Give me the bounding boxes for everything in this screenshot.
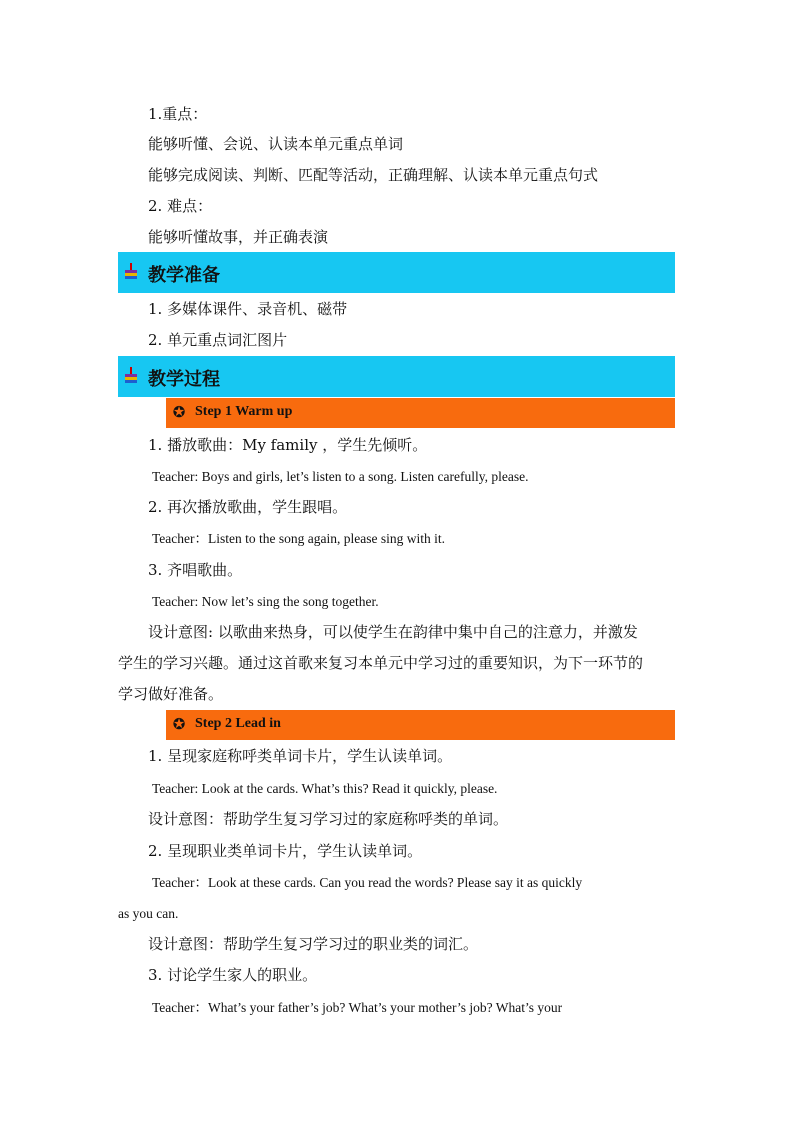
key-point-line: 能够完成阅读、判断、匹配等活动，正确理解、认读本单元重点句式 [148, 166, 599, 184]
step-title: Step 2 Lead in [195, 716, 281, 731]
book-stack-icon [124, 367, 138, 385]
section-bar-prep [118, 252, 675, 293]
teacher-line: Teacher: Look at the cards. What’s this? Read it quickly, please. [152, 781, 498, 796]
book-stack-icon [124, 263, 138, 281]
step-item: 3. 讨论学生家人的职业。 [148, 966, 318, 984]
step-item: 3. 齐唱歌曲。 [148, 561, 243, 579]
star-circle-icon: ✪ [172, 403, 186, 421]
teacher-line: Teacher: Boys and girls, let’s listen to a song. Listen carefully, please. [152, 469, 529, 484]
step-bar-1 [166, 398, 675, 428]
difficulty-heading: 2. 难点： [148, 197, 213, 215]
teacher-line: Teacher：Look at these cards. Can you read the words? Please say it as quickly [152, 875, 583, 890]
teacher-line: Teacher：Listen to the song again, please sing with it. [152, 531, 445, 546]
key-points-heading: 1.重点： [148, 105, 208, 123]
step-item: 2. 再次播放歌曲，学生跟唱。 [148, 498, 348, 516]
star-circle-icon: ✪ [172, 715, 186, 733]
design-intent: 设计意图: 以歌曲来热身，可以使学生在韵律中集中自己的注意力，并激发 [148, 623, 638, 641]
section-title: 教学准备 [148, 265, 220, 286]
list-item: 2. 单元重点词汇图片 [148, 331, 288, 349]
teacher-line-cont: as you can. [118, 906, 179, 921]
section-bar-process [118, 356, 675, 397]
design-intent: 设计意图：帮助学生复习学习过的家庭称呼类的单词。 [148, 810, 509, 828]
step-bar-2 [166, 710, 675, 740]
step-item: 1. 播放歌曲：My family ，学生先倾听。 [148, 436, 428, 454]
key-point-line: 能够听懂、会说、认读本单元重点单词 [148, 135, 404, 153]
design-intent-cont: 学生的学习兴趣。通过这首歌来复习本单元中学习过的重要知识，为下一环节的 [118, 654, 644, 672]
difficulty-line: 能够听懂故事，并正确表演 [148, 228, 329, 246]
teacher-line: Teacher: Now let’s sing the song together. [152, 594, 379, 609]
design-intent-cont: 学习做好准备。 [118, 685, 224, 703]
list-item: 1. 多媒体课件、录音机、磁带 [148, 300, 348, 318]
teacher-line: Teacher：What’s your father’s job? What’s your mother’s job? What’s your [152, 1000, 563, 1015]
step-item: 2. 呈现职业类单词卡片，学生认读单词。 [148, 842, 423, 860]
design-intent: 设计意图：帮助学生复习学习过的职业类的词汇。 [148, 935, 479, 953]
step-item: 1. 呈现家庭称呼类单词卡片，学生认读单词。 [148, 747, 453, 765]
section-title: 教学过程 [148, 369, 220, 390]
step-title: Step 1 Warm up [195, 404, 293, 419]
